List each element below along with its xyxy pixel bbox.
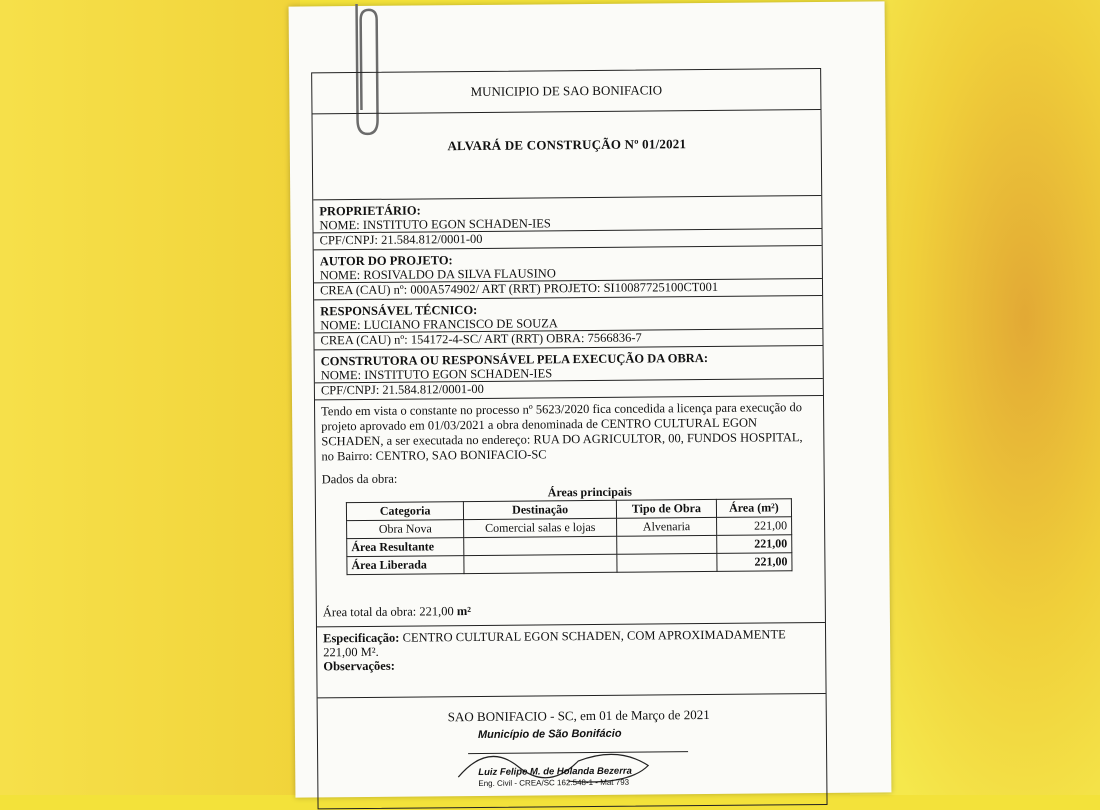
cell-tipo: Alvenaria (617, 517, 717, 536)
especificacao-label: Especificação: (323, 630, 400, 646)
document-title: ALVARÁ DE CONSTRUÇÃO Nº 01/2021 (447, 135, 687, 153)
responsavel-doc: CREA (CAU) nº: 154172-4-SC/ ART (RRT) OBRA: 7566836-7 (314, 328, 822, 347)
areas-title: Áreas principais (547, 484, 632, 500)
empty-cell (617, 553, 717, 572)
autor-section (314, 246, 822, 300)
liberada-value: 221,00 (717, 553, 792, 572)
construtora-doc: CPF/CNPJ: 21.584.812/0001-00 (315, 378, 823, 397)
proprietario-label: PROPRIETÁRIO: (319, 203, 421, 219)
empty-cell (464, 536, 617, 555)
municipality-header (312, 69, 820, 114)
proprietario-nome: NOME: INSTITUTO EGON SCHADEN-IES (319, 216, 551, 233)
construtora-section (315, 346, 823, 400)
municipality-name: MUNICIPIO DE SAO BONIFACIO (470, 82, 663, 100)
autor-nome: NOME: ROSIVALDO DA SILVA FLAUSINO (319, 266, 556, 283)
header-destinacao: Destinação (464, 500, 617, 519)
dados-label: Dados da obra: (321, 471, 398, 487)
especificacao-section (317, 623, 826, 698)
header-categoria: Categoria (346, 502, 464, 521)
autor-label: AUTOR DO PROJETO: (319, 253, 453, 269)
stamp-municipio: Município de São Bonifácio (477, 727, 622, 741)
header-tipo: Tipo de Obra (616, 499, 716, 518)
stamp-role: Eng. Civil - CREA/SC 162.548-1 - Mat 793 (478, 777, 630, 788)
responsavel-nome: NOME: LUCIANO FRANCISCO DE SOUZA (320, 316, 558, 333)
signature-area (318, 694, 827, 808)
empty-cell (617, 535, 717, 554)
place-date: SAO BONIFACIO - SC, em 01 de Março de 2021 (447, 706, 710, 725)
responsavel-label: RESPONSÁVEL TÉCNICO: (320, 302, 478, 319)
alvara-form (311, 68, 827, 809)
header-area: Área (m²) (716, 499, 791, 518)
document-page (289, 1, 892, 797)
license-text: Tendo em vista o constante no processo nº 5623/2020 fica concedida a licença para execução do projeto aprovado em 01/03/2021 a obra denominada de CENTRO CULTURAL EGON SCHADEN, a ser executada no endereço: RUA DO AGRICULTOR, 00, FUNDOS HOSPITAL, no Bairro: CENTRO, SAO BONIFACIO-SC (321, 400, 803, 464)
resultante-value: 221,00 (717, 535, 792, 554)
autor-doc: CREA (CAU) nº: 000A574902/ ART (RRT) PROJETO: SI10087725100CT001 (314, 278, 822, 297)
details-section (315, 396, 825, 627)
proprietario-section (313, 196, 821, 250)
proprietario-doc: CPF/CNPJ: 21.584.812/0001-00 (314, 228, 822, 247)
construtora-label: CONSTRUTORA OU RESPONSÁVEL PELA EXECUÇÃO DA OBRA: (320, 350, 709, 369)
liberada-label: Área Liberada (347, 556, 465, 575)
document-title-box (313, 110, 822, 200)
observacoes-label: Observações: (323, 658, 395, 674)
area-total (317, 571, 825, 626)
cell-area: 221,00 (716, 517, 791, 536)
area-total-label: Área total da obra: 221,00 (322, 604, 457, 620)
empty-cell (464, 554, 617, 573)
background-left (0, 0, 300, 795)
construtora-nome: NOME: INSTITUTO EGON SCHADEN-IES (320, 366, 553, 383)
stamp-name: Luiz Felipe M. de Holanda Bezerra (478, 765, 632, 778)
area-total-unit: m² (456, 604, 472, 619)
observacoes-space (323, 669, 819, 693)
areas-table (346, 498, 793, 575)
resultante-label: Área Resultante (347, 538, 465, 557)
cell-categoria: Obra Nova (347, 520, 465, 539)
responsavel-section (314, 296, 822, 350)
especificacao-text: CENTRO CULTURAL EGON SCHADEN, COM APROXIMADAMENTE 221,00 M². (323, 627, 786, 660)
cell-destinacao: Comercial salas e lojas (464, 518, 617, 537)
